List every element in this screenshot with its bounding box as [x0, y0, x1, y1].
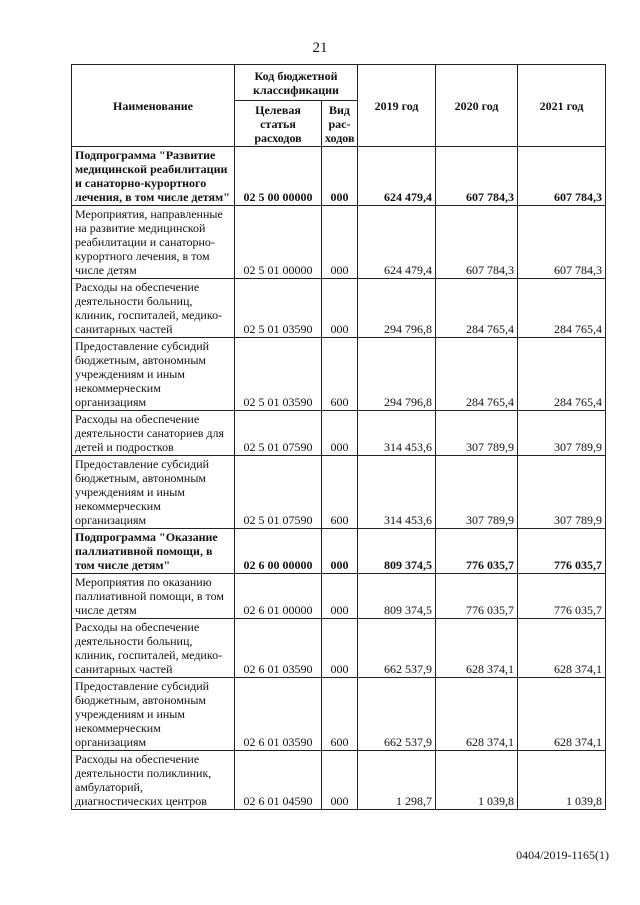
table-row: [72, 338, 606, 411]
table-row: [72, 751, 606, 810]
row-expense-type: 000: [322, 206, 358, 279]
row-target-article: 02 5 01 07590: [235, 456, 322, 529]
row-value-2020: 628 374,1: [436, 678, 518, 751]
row-value-2019: 662 537,9: [358, 619, 436, 678]
row-name: Подпрограмма "Оказание паллиативной помощи, в том числе детям": [72, 529, 235, 574]
row-name: Расходы на обеспечение деятельности санаториев для детей и подростков: [72, 411, 235, 456]
row-target-article: 02 6 01 03590: [235, 678, 322, 751]
row-target-article: 02 5 01 03590: [235, 279, 322, 338]
row-name: Расходы на обеспечение деятельности больниц, клиник, госпиталей, медико-санитарных частей: [72, 279, 235, 338]
row-name: Предоставление субсидий бюджетным, автономным учреждениям и иным некоммерческим организациям: [72, 456, 235, 529]
header-target-article: Целевая статья расходов: [235, 101, 322, 147]
table-row: [72, 619, 606, 678]
row-value-2020: 776 035,7: [436, 574, 518, 619]
row-expense-type: 000: [322, 411, 358, 456]
row-value-2020: 307 789,9: [436, 411, 518, 456]
header-budget-code: Код бюджетной классификации: [235, 65, 358, 101]
row-expense-type: 000: [322, 751, 358, 810]
row-value-2020: 1 039,8: [436, 751, 518, 810]
row-name: Предоставление субсидий бюджетным, автономным учреждениям и иным некоммерческим организациям: [72, 678, 235, 751]
row-target-article: 02 6 00 00000: [235, 529, 322, 574]
row-value-2021: 284 765,4: [518, 338, 606, 411]
table-row: [72, 574, 606, 619]
row-value-2020: 307 789,9: [436, 456, 518, 529]
row-value-2020: 628 374,1: [436, 619, 518, 678]
row-target-article: 02 5 00 00000: [235, 147, 322, 206]
page-number: 21: [312, 40, 328, 56]
table-row: [72, 411, 606, 456]
row-value-2020: 776 035,7: [436, 529, 518, 574]
row-expense-type: 000: [322, 619, 358, 678]
budget-table: [71, 64, 606, 810]
row-expense-type: 600: [322, 456, 358, 529]
row-value-2021: 607 784,3: [518, 147, 606, 206]
row-target-article: 02 5 01 00000: [235, 206, 322, 279]
row-name: Предоставление субсидий бюджетным, автономным учреждениям и иным некоммерческим организациям: [72, 338, 235, 411]
row-value-2019: 294 796,8: [358, 279, 436, 338]
row-target-article: 02 5 01 07590: [235, 411, 322, 456]
row-name: Расходы на обеспечение деятельности поликлиник, амбулаторий, диагностических центров: [72, 751, 235, 810]
row-name: Расходы на обеспечение деятельности больниц, клиник, госпиталей, медико-санитарных частей: [72, 619, 235, 678]
row-value-2019: 624 479,4: [358, 147, 436, 206]
row-value-2021: 307 789,9: [518, 411, 606, 456]
header-2021: 2021 год: [518, 65, 606, 147]
header-expense-type: Вид рас-ходов: [322, 101, 358, 147]
row-value-2021: 776 035,7: [518, 529, 606, 574]
row-value-2019: 1 298,7: [358, 751, 436, 810]
row-value-2019: 809 374,5: [358, 529, 436, 574]
row-expense-type: 600: [322, 338, 358, 411]
row-expense-type: 000: [322, 574, 358, 619]
table-row: [72, 456, 606, 529]
row-target-article: 02 6 01 03590: [235, 619, 322, 678]
row-value-2021: 776 035,7: [518, 574, 606, 619]
row-value-2019: 294 796,8: [358, 338, 436, 411]
row-value-2020: 607 784,3: [436, 206, 518, 279]
header-2020: 2020 год: [436, 65, 518, 147]
table-header: [72, 65, 606, 147]
row-value-2021: 1 039,8: [518, 751, 606, 810]
row-expense-type: 000: [322, 279, 358, 338]
table-row: [72, 279, 606, 338]
row-value-2020: 284 765,4: [436, 338, 518, 411]
row-value-2019: 314 453,6: [358, 411, 436, 456]
header-2019: 2019 год: [358, 65, 436, 147]
row-value-2019: 809 374,5: [358, 574, 436, 619]
table-body: [72, 147, 606, 810]
row-target-article: 02 6 01 00000: [235, 574, 322, 619]
row-value-2019: 314 453,6: [358, 456, 436, 529]
row-value-2019: 662 537,9: [358, 678, 436, 751]
row-target-article: 02 5 01 03590: [235, 338, 322, 411]
document-footer-code: 0404/2019-1165(1): [516, 848, 609, 862]
row-expense-type: 600: [322, 678, 358, 751]
row-value-2019: 624 479,4: [358, 206, 436, 279]
row-expense-type: 000: [322, 147, 358, 206]
row-expense-type: 000: [322, 529, 358, 574]
row-value-2021: 284 765,4: [518, 279, 606, 338]
row-target-article: 02 6 01 04590: [235, 751, 322, 810]
row-value-2021: 607 784,3: [518, 206, 606, 279]
row-name: Подпрограмма "Развитие медицинской реабилитации и санаторно-курортного лечения, в том числе детям": [72, 147, 235, 206]
row-value-2021: 628 374,1: [518, 619, 606, 678]
row-name: Мероприятия по оказанию паллиативной помощи, в том числе детям: [72, 574, 235, 619]
table-row: [72, 678, 606, 751]
table-row: [72, 147, 606, 206]
table-row: [72, 529, 606, 574]
row-value-2020: 607 784,3: [436, 147, 518, 206]
row-value-2021: 307 789,9: [518, 456, 606, 529]
row-value-2020: 284 765,4: [436, 279, 518, 338]
row-name: Мероприятия, направленные на развитие медицинской реабилитации и санаторно-курортного лечения, в том числе детям: [72, 206, 235, 279]
header-name: Наименование: [72, 65, 235, 147]
row-value-2021: 628 374,1: [518, 678, 606, 751]
table-row: [72, 206, 606, 279]
